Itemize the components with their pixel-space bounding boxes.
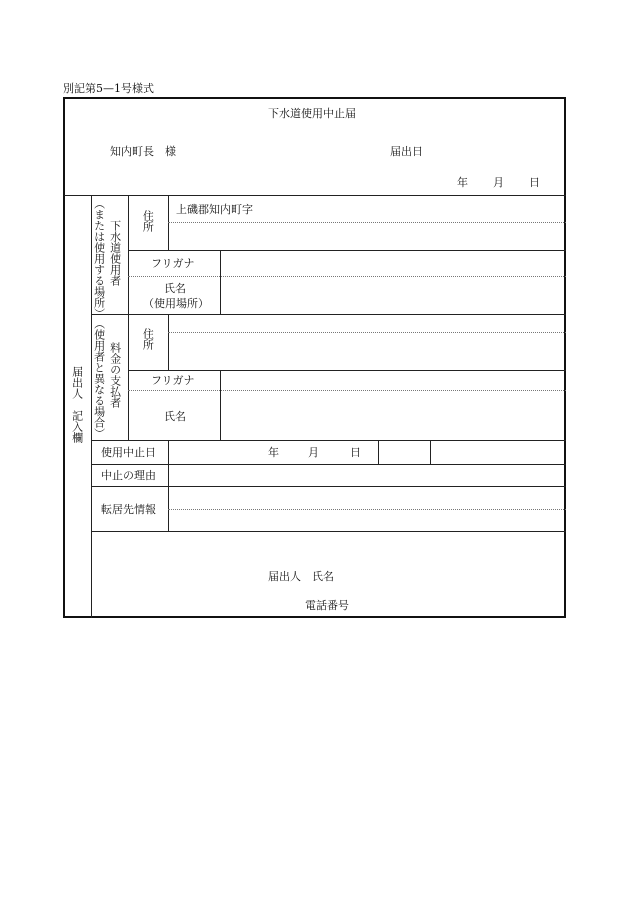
payer-address-bottom xyxy=(128,370,566,371)
user-name-sublabel: （使用場所） xyxy=(143,297,209,310)
reason-bottom xyxy=(92,486,566,487)
payer-address-dotted-line xyxy=(168,332,566,333)
user-address-label: 住所 xyxy=(141,210,155,232)
stop-year-label: 年 xyxy=(268,446,279,459)
reason-label: 中止の理由 xyxy=(101,469,156,482)
form-number: 別記第5—1号様式 xyxy=(63,82,154,95)
user-name-label-divider xyxy=(220,250,221,314)
stop-date-divider-2 xyxy=(430,440,431,464)
payer-name-label: 氏名 xyxy=(164,410,186,423)
user-furigana-label: フリガナ xyxy=(151,257,195,270)
payer-section-label: 料金の支払者 xyxy=(108,342,122,408)
stop-date-label: 使用中止日 xyxy=(101,446,156,459)
forwarding-bottom xyxy=(92,531,566,532)
user-section-bottom xyxy=(92,314,566,315)
user-section-sublabel: （または使用する場所） xyxy=(92,198,106,319)
form-frame xyxy=(63,97,566,618)
user-address-dotted-line xyxy=(168,222,566,223)
user-address-bottom xyxy=(128,250,566,251)
side-label: 届出人 記入欄 xyxy=(70,366,84,443)
payer-address-label: 住所 xyxy=(141,328,155,350)
addressee: 知内町長 様 xyxy=(110,145,176,158)
section-label-divider xyxy=(128,195,129,440)
submission-date-label: 届出日 xyxy=(390,145,423,158)
payer-name-label-divider xyxy=(220,370,221,440)
forwarding-label: 転居先情報 xyxy=(101,503,156,516)
payer-section-bottom xyxy=(92,440,566,441)
stop-date-bottom xyxy=(92,464,566,465)
payer-section-sublabel: （使用者と異なる場合） xyxy=(92,318,106,439)
forwarding-dotted-line xyxy=(168,509,566,510)
phone-label: 電話番号 xyxy=(305,599,349,612)
payer-furigana-dotted-line xyxy=(128,390,566,391)
payer-address-label-divider xyxy=(168,314,169,370)
stop-day-label: 日 xyxy=(350,446,361,459)
user-address-value[interactable]: 上磯郡知内町字 xyxy=(176,203,253,216)
submission-year-label: 年 xyxy=(457,176,468,189)
applicant-name-label: 届出人 氏名 xyxy=(268,570,334,583)
payer-furigana-label: フリガナ xyxy=(151,374,195,387)
stop-date-divider-1 xyxy=(378,440,379,464)
form-title: 下水道使用中止届 xyxy=(268,107,356,120)
header-divider xyxy=(64,195,566,196)
stop-month-label: 月 xyxy=(308,446,319,459)
submission-month-label: 月 xyxy=(493,176,504,189)
user-section-label: 下水道使用者 xyxy=(108,220,122,286)
user-name-label: 氏名 xyxy=(164,282,186,295)
submission-day-label: 日 xyxy=(529,176,540,189)
user-furigana-dotted-line xyxy=(128,276,566,277)
